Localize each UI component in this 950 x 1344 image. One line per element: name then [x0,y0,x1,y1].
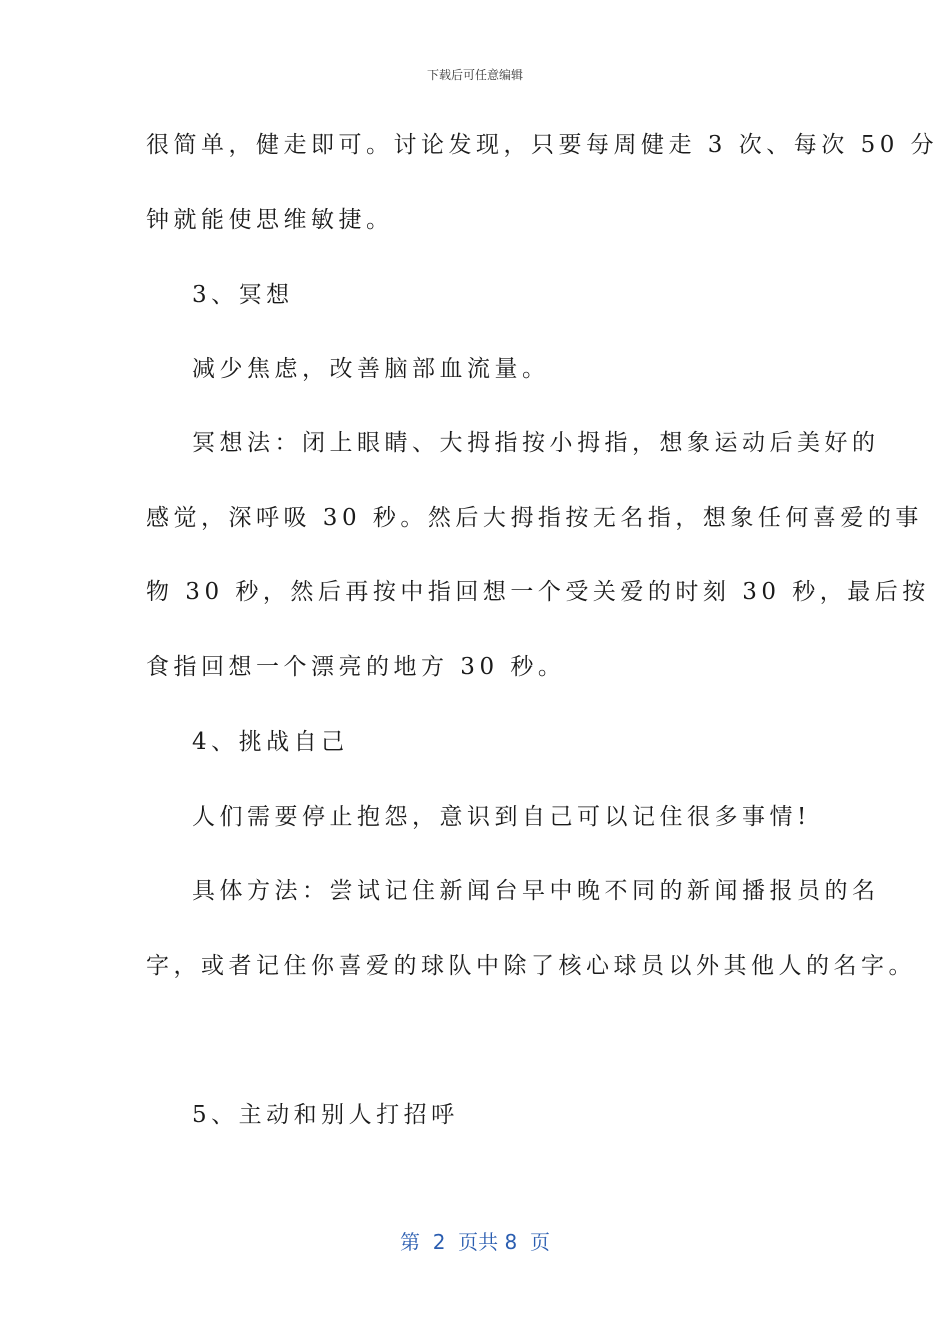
paragraph-line: 很简单，健走即可。讨论发现，只要每周健走 3 次、每次 50 分 [146,132,939,158]
section-heading-meditation: 3、冥想 [192,282,294,308]
paragraph-line: 冥想法：闭上眼睛、大拇指按小拇指，想象运动后美好的 [192,430,880,456]
paragraph-line: 减少焦虑，改善脑部血流量。 [192,356,550,382]
header-note: 下载后可任意编辑 [426,68,523,82]
section-heading-greeting: 5、主动和别人打招呼 [192,1102,459,1128]
paragraph-line: 食指回想一个漂亮的地方 30 秒。 [146,654,566,680]
paragraph-line: 钟就能使思维敏捷。 [146,207,394,233]
paragraph-line: 具体方法：尝试记住新闻台早中晚不同的新闻播报员的名 [192,878,880,904]
paragraph-line: 物 30 秒，然后再按中指回想一个受关爱的时刻 30 秒，最后按 [146,579,930,605]
section-heading-challenge: 4、挑战自己 [192,729,349,755]
paragraph-line: 字，或者记住你喜爱的球队中除了核心球员以外其他人的名字。 [146,953,916,979]
paragraph-line: 人们需要停止抱怨，意识到自己可以记住很多事情! [192,804,811,830]
page-number: 第 2 页共 8 页 [400,1230,550,1254]
paragraph-line: 感觉，深呼吸 30 秒。然后大拇指按无名指，想象任何喜爱的事 [146,505,923,531]
